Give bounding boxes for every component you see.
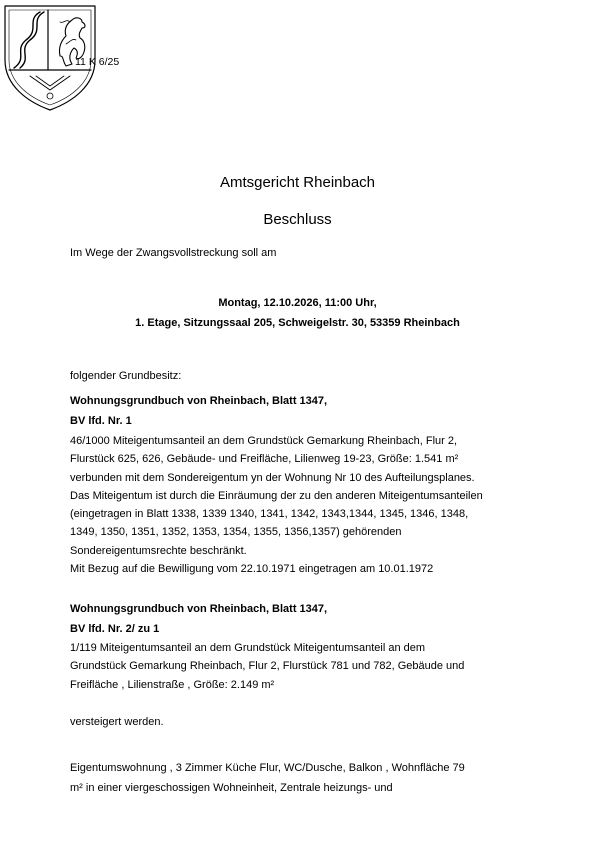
entry1-line: Mit Bezug auf die Bewilligung vom 22.10.1971 eingetragen am 10.01.1972	[70, 563, 434, 576]
entry2-line: 1/119 Miteigentumsanteil an dem Grundstück Miteigentumsanteil an dem	[70, 642, 426, 654]
entry1-line: Das Miteigentum ist durch die Einräumung der zu den anderen Miteigentumsanteilen	[70, 489, 483, 502]
case-number: 11 K 6/25	[75, 56, 120, 68]
entry2-line: Freifläche , Lilienstraße , Größe: 2.149 m²	[70, 678, 275, 691]
entry1-line: Flurstück 625, 626, Gebäude- und Freifläche, Lilienweg 19-23, Größe: 1.541 m²	[70, 453, 459, 466]
appointment-location: 1. Etage, Sitzungssaal 205, Schweigelstr. 30, 53359 Rheinbach	[135, 317, 460, 329]
intro-text: Im Wege der Zwangsvollstreckung soll am	[70, 247, 277, 259]
entry1-line: 1349, 1350, 1351, 1352, 1353, 1354, 1355, 1356,1357) gehörenden	[70, 526, 402, 539]
property-description	[70, 759, 465, 798]
entry2-line: Grundstück Gemarkung Rheinbach, Flur 2, Flurstück 781 und 782, Gebäude und	[70, 660, 465, 673]
entry1-description	[70, 432, 483, 578]
appointment-date: Montag, 12.10.2026, 11:00 Uhr,	[218, 297, 377, 309]
entry2-bv: BV lfd. Nr. 2/ zu 1	[70, 623, 160, 635]
entry1-line: Sondereigentumsrechte beschränkt.	[70, 544, 247, 557]
entry1-heading: Wohnungsgrundbuch von Rheinbach, Blatt 1347,	[70, 395, 328, 407]
document-title: Beschluss	[263, 211, 332, 228]
entry2-description	[70, 639, 464, 694]
entry1-bv: BV lfd. Nr. 1	[70, 415, 132, 427]
description-line: m² in einer viergeschossigen Wohneinheit, Zentrale heizungs- und	[70, 781, 393, 794]
description-line: Eigentumswohnung , 3 Zimmer Küche Flur, WC/Dusche, Balkon , Wohnfläche 79	[70, 762, 465, 774]
court-name: Amtsgericht Rheinbach	[219, 174, 376, 191]
property-intro: folgender Grundbesitz:	[70, 370, 182, 382]
entry1-line: 46/1000 Miteigentumsanteil an dem Grundstück Gemarkung Rheinbach, Flur 2,	[70, 435, 458, 447]
entry1-line: verbunden mit dem Sondereigentum yn der Wohnung Nr 10 des Aufteilungsplanes.	[70, 471, 475, 484]
entry2-heading: Wohnungsgrundbuch von Rheinbach, Blatt 1347,	[70, 603, 328, 615]
entry1-line: (eingetragen in Blatt 1338, 1339 1340, 1341, 1342, 1343,1344, 1345, 1346, 1348,	[70, 508, 469, 521]
closing-text: versteigert werden.	[70, 716, 164, 728]
